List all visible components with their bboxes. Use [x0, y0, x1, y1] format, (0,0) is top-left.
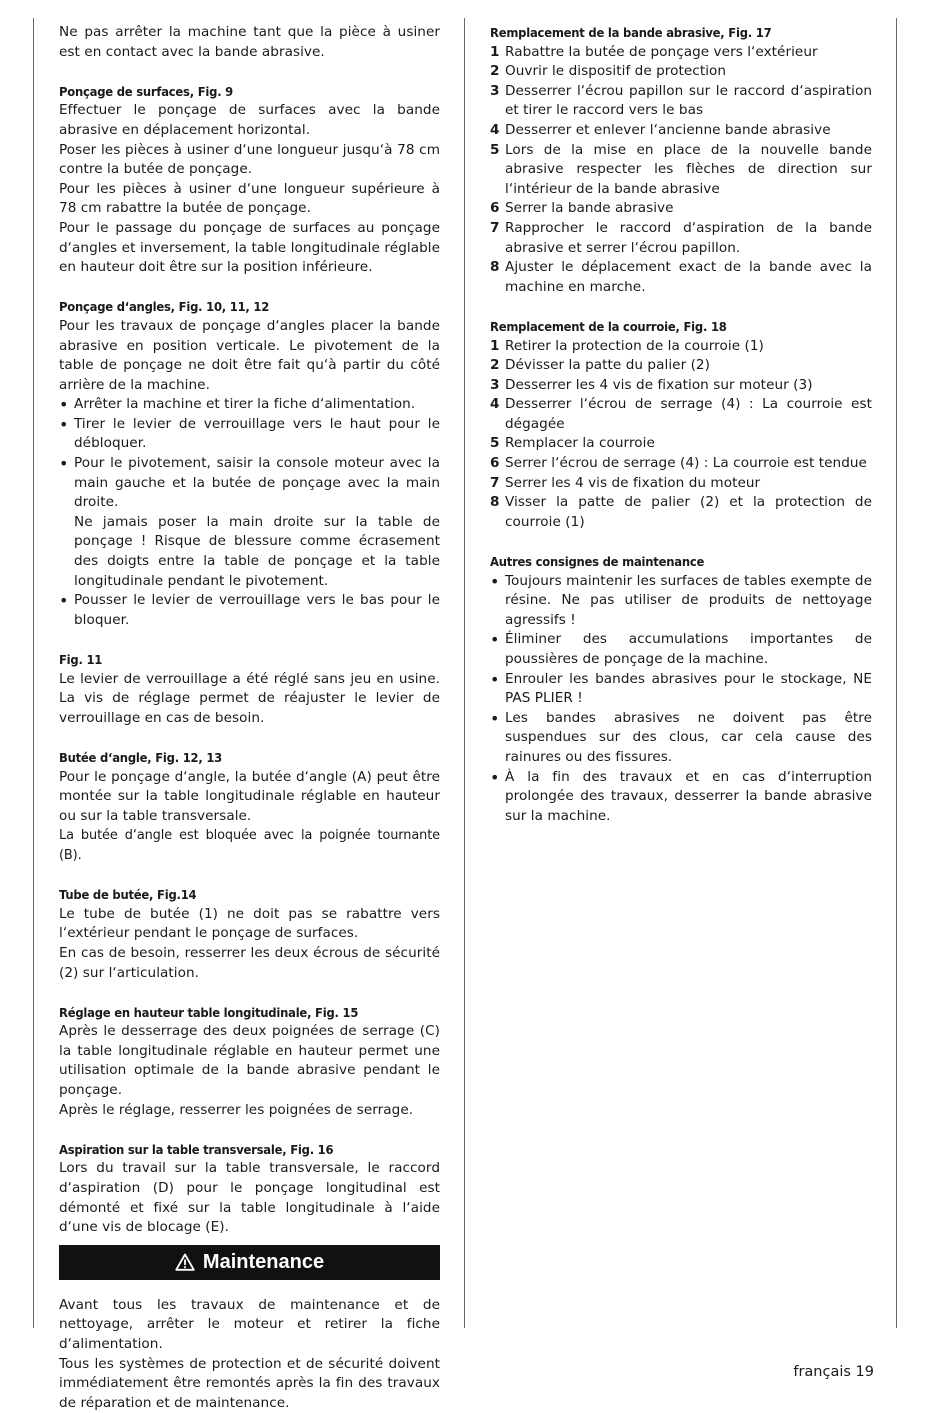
bullet-marker: • [59, 454, 69, 474]
maintenance-bullet-list [490, 572, 872, 827]
bullet-marker: • [490, 708, 500, 728]
bullet-marker: • [59, 414, 69, 434]
step-text: Ajuster le déplacement exact de la bande avec la machine en marche. [505, 259, 872, 295]
heading-surface-sanding: Ponçage de surfaces, Fig. 9 [59, 83, 234, 99]
bullet-item [59, 415, 440, 454]
bullet-text: Pour le pivotement, saisir la console moteur avec la main gauche et la butée de ponçage avec la main droite. [74, 455, 440, 511]
bullet-text: Pousser le levier de verrouillage vers le bas pour le bloquer. [74, 592, 440, 628]
step-item [490, 356, 872, 376]
left-column [59, 23, 440, 1413]
paragraph: Effectuer le ponçage de surfaces avec la bande abrasive en déplacement horizontal. [59, 102, 440, 138]
paragraph: En cas de besoin, resserrer les deux écrous de sécurité (2) sur l‘articulation. [59, 944, 440, 981]
step-text: Dévisser la patte du palier (2) [505, 357, 710, 374]
step-text: Remplacer la courroie [505, 435, 655, 452]
paragraph: Pour le passage du ponçage de surfaces au ponçage d‘angles et inversement, la table longitudinale réglable en hauteur doit être sur la position inférieure. [59, 219, 440, 276]
bullet-item [490, 572, 872, 631]
step-text: Desserrer l‘écrou papillon sur le raccord d‘aspiration et tirer le raccord vers le bas [505, 82, 872, 119]
step-item [490, 199, 872, 219]
step-item [490, 121, 872, 141]
step-number: 8 [490, 259, 500, 276]
step-text: Serrer l‘écrou de serrage (4) : La courroie est tendue [505, 455, 867, 472]
step-item [490, 376, 872, 396]
step-item [490, 395, 872, 434]
step-text: Retirer la protection de la courroie (1) [505, 337, 764, 354]
paragraph: Pour les travaux de ponçage d‘angles placer la bande abrasive en position verticale. Le pivotement de la table de ponçage ne doit être fait qu‘à partir du côté arrière de la machine. [59, 317, 440, 393]
heading-drive-belt-replacement: Remplacement de la courroie, Fig. 18 [490, 318, 727, 334]
paragraph: Pour le ponçage d‘angle, la butée d‘angle (A) peut être montée sur la table longitudinale réglable en hauteur ou sur la table transversale. [59, 768, 440, 824]
bullet-text: Toujours maintenir les surfaces de tables exempte de résine. Ne pas utiliser de produits de nettoyage agressifs ! [505, 572, 872, 628]
bullet-item [59, 395, 440, 415]
bullet-marker: • [59, 591, 69, 611]
heading-angle-sanding: Ponçage d‘angles, Fig. 10, 11, 12 [59, 299, 270, 315]
step-number: 1 [490, 43, 500, 60]
column-rule-left [33, 18, 34, 1328]
step-text: Desserrer et enlever l‘ancienne bande abrasive [505, 121, 831, 138]
bullet-item [59, 591, 440, 630]
step-text: Ouvrir le dispositif de protection [505, 63, 727, 80]
heading-fig-11: Fig. 11 [59, 652, 103, 667]
steps-list-abrasive-belt [490, 43, 872, 298]
step-number: 6 [490, 200, 500, 217]
paragraph: Après le réglage, resserrer les poignées de serrage. [59, 1101, 414, 1118]
paragraph: Après le desserrage des deux poignées de serrage (C) la table longitudinale réglable en hauteur permet une utilisation optimale de la bande abrasive pendant le ponçage. [59, 1023, 440, 1099]
step-number: 5 [490, 435, 500, 452]
step-number: 5 [490, 141, 500, 158]
bullet-text: Arrêter la machine et tirer la fiche d‘alimentation. [74, 396, 416, 413]
bullet-text: À la fin des travaux et en cas d‘interruption prolongée des travaux, desserrer la bande abrasive sur la machine. [505, 768, 872, 824]
steps-list-drive-belt [490, 337, 872, 533]
bullet-marker: • [490, 571, 500, 591]
step-number: 3 [490, 82, 500, 99]
step-text: Visser la patte de palier (2) et la protection de courroie (1) [505, 494, 872, 530]
step-item [490, 258, 872, 297]
bullet-item [490, 630, 872, 669]
step-number: 6 [490, 455, 500, 472]
bullet-text: Éliminer des accumulations importantes de poussières de ponçage de la machine. [505, 631, 872, 667]
step-number: 1 [490, 337, 500, 354]
bullet-warning-text: Ne jamais poser la main droite sur la table de ponçage ! Risque de blessure comme écrasement des doigts entre la table de ponçage et la table longitudinale pendant le pivotement. [74, 513, 440, 589]
warning-triangle-icon [175, 1253, 195, 1271]
heading-stop-tube: Tube de butée, Fig.14 [59, 887, 197, 903]
step-text: Lors de la mise en place de la nouvelle bande abrasive respecter les flèches de direction sur l‘intérieur de la bande abrasive [505, 141, 872, 197]
paragraph: La butée d‘angle est bloquée avec la poignée tournante (B). [59, 828, 440, 863]
paragraph: Tous les systèmes de protection et de sécurité doivent immédiatement être remontés après la fin des travaux de réparation et de maintenance. [59, 1355, 440, 1411]
step-item [490, 141, 872, 200]
bullet-item [490, 768, 872, 827]
bullet-marker: • [59, 395, 69, 415]
step-number: 4 [490, 121, 500, 138]
heading-height-adjustment: Réglage en hauteur table longitudinale, Fig. 15 [59, 1004, 359, 1020]
paragraph: Avant tous les travaux de maintenance et de nettoyage, arrêter le moteur et retirer la fiche d‘alimentation. [59, 1296, 440, 1352]
heading-angle-stop: Butée d‘angle, Fig. 12, 13 [59, 749, 223, 765]
step-item [490, 337, 872, 357]
step-item [490, 43, 872, 63]
step-item [490, 474, 872, 494]
step-item [490, 493, 872, 532]
bullet-marker: • [490, 767, 500, 787]
maintenance-banner [59, 1245, 440, 1280]
heading-suction-cross-table: Aspiration sur la table transversale, Fig. 16 [59, 1141, 334, 1157]
step-number: 7 [490, 219, 500, 236]
bullet-marker: • [490, 630, 500, 650]
paragraph: Lors du travail sur la table transversale, le raccord d‘aspiration (D) pour le ponçage longitudinal est démonté et fixé sur la table longitudinale à l‘aide d‘une vis de blocage (E). [59, 1160, 440, 1236]
bullet-item [490, 670, 872, 709]
paragraph: Le tube de butée (1) ne doit pas se rabattre vers l‘extérieur pendant le ponçage de surfaces. [59, 905, 440, 942]
heading-other-maintenance: Autres consignes de maintenance [490, 554, 705, 570]
paragraph: Pour les pièces à usiner d‘une longueur supérieure à 78 cm rabattre la butée de ponçage. [59, 180, 440, 217]
step-number: 2 [490, 357, 500, 374]
step-number: 3 [490, 376, 500, 393]
page-number: français 19 [793, 1364, 874, 1380]
step-text: Desserrer les 4 vis de fixation sur moteur (3) [505, 376, 813, 393]
banner-title: Maintenance [202, 1250, 325, 1273]
right-column [490, 23, 872, 826]
step-text: Rapprocher le raccord d‘aspiration de la bande abrasive et serrer l‘écrou papillon. [505, 219, 872, 256]
bullet-text: Les bandes abrasives ne doivent pas être suspendues sur des clous, car cela cause des rainures ou des fissures. [505, 709, 872, 765]
step-item [490, 454, 872, 474]
step-text: Serrer la bande abrasive [505, 200, 674, 217]
step-text: Serrer les 4 vis de fixation du moteur [505, 474, 761, 491]
column-rule-center [464, 18, 465, 1328]
bullet-text: Enrouler les bandes abrasives pour le stockage, NE PAS PLIER ! [505, 670, 872, 707]
heading-belt-replacement: Remplacement de la bande abrasive, Fig. 17 [490, 25, 772, 40]
step-number: 2 [490, 63, 500, 80]
bullet-item [490, 709, 872, 768]
paragraph: Poser les pièces à usiner d‘une longueur jusqu‘à 78 cm contre la butée de ponçage. [59, 141, 440, 178]
step-number: 4 [490, 396, 500, 413]
step-number: 7 [490, 474, 500, 491]
bullet-text: Tirer le levier de verrouillage vers le haut pour le débloquer. [74, 415, 440, 452]
step-number: 8 [490, 494, 500, 511]
step-text: Rabattre la butée de ponçage vers l‘extérieur [505, 43, 818, 60]
step-item [490, 62, 872, 82]
paragraph: Le levier de verrouillage a été réglé sans jeu en usine. La vis de réglage permet de réajuster le levier de verrouillage en cas de besoin. [59, 670, 440, 726]
bullet-item [59, 454, 440, 591]
step-text: Desserrer l‘écrou de serrage (4) : La courroie est dégagée [505, 396, 872, 432]
column-rule-right [896, 18, 897, 1328]
step-item [490, 219, 872, 258]
intro-text: Ne pas arrêter la machine tant que la pièce à usiner est en contact avec la bande abrasive. [59, 24, 440, 60]
step-item [490, 434, 872, 454]
step-item [490, 82, 872, 121]
bullet-marker: • [490, 669, 500, 689]
